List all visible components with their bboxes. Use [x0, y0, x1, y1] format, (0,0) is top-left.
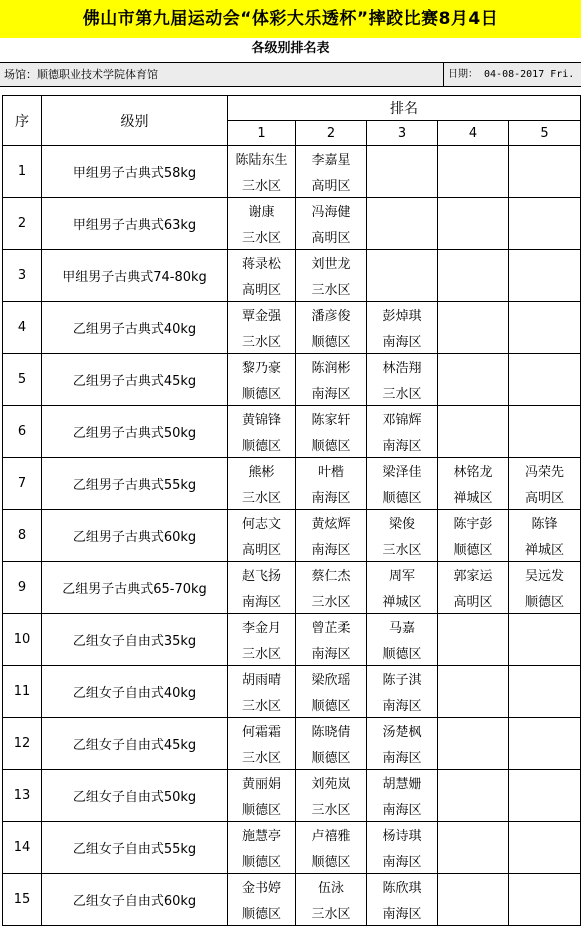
row-number: 7: [3, 458, 42, 510]
athlete-team-place-3: 顺德区: [367, 640, 438, 666]
athlete-name-place-2: 叶楷: [296, 458, 367, 484]
athlete-team-place-4: [438, 328, 509, 354]
athlete-name-place-3: 陈子淇: [367, 666, 438, 692]
athlete-team-place-4: [438, 744, 509, 770]
athlete-name-place-4: [438, 770, 509, 796]
athlete-name-place-1: 熊彬: [228, 458, 296, 484]
athlete-name-place-4: [438, 250, 509, 276]
table-row: [3, 718, 581, 744]
athlete-team-place-3: [367, 172, 438, 198]
event-category: 乙组女子自由式50kg: [42, 770, 228, 822]
event-category: 甲组男子古典式58kg: [42, 146, 228, 198]
row-number: 11: [3, 666, 42, 718]
page-title: 佛山市第九届运动会“体彩大乐透杯”摔跤比赛8月4日: [0, 0, 581, 38]
athlete-team-place-5: [509, 276, 581, 302]
athlete-team-place-1: 高明区: [228, 276, 296, 302]
athlete-team-place-3: 南海区: [367, 432, 438, 458]
athlete-name-place-3: 陈欣琪: [367, 874, 438, 900]
event-category: 乙组女子自由式45kg: [42, 718, 228, 770]
athlete-name-place-5: 吴远发: [509, 562, 581, 588]
athlete-team-place-2: 顺德区: [296, 744, 367, 770]
header-place-3: 3: [367, 121, 438, 146]
table-row: [3, 770, 581, 796]
table-row: [3, 198, 581, 224]
athlete-name-place-2: 黄炫辉: [296, 510, 367, 536]
athlete-name-place-2: 刘世龙: [296, 250, 367, 276]
athlete-team-place-4: [438, 640, 509, 666]
page-subtitle: 各级别排名表: [251, 41, 330, 56]
athlete-name-place-4: 郭家运: [438, 562, 509, 588]
athlete-team-place-5: 高明区: [509, 484, 581, 510]
athlete-name-place-1: 黄丽娟: [228, 770, 296, 796]
athlete-name-place-3: 林浩翔: [367, 354, 438, 380]
athlete-name-place-5: [509, 406, 581, 432]
athlete-name-place-2: 蔡仁杰: [296, 562, 367, 588]
event-category: 乙组男子古典式55kg: [42, 458, 228, 510]
athlete-name-place-3: [367, 198, 438, 224]
athlete-name-place-5: [509, 666, 581, 692]
athlete-name-place-1: 何志文: [228, 510, 296, 536]
athlete-name-place-2: 刘苑岚: [296, 770, 367, 796]
event-category: 乙组女子自由式55kg: [42, 822, 228, 874]
athlete-name-place-1: 赵飞扬: [228, 562, 296, 588]
athlete-team-place-3: [367, 276, 438, 302]
row-number: 5: [3, 354, 42, 406]
athlete-team-place-1: 南海区: [228, 588, 296, 614]
athlete-name-place-3: 杨诗琪: [367, 822, 438, 848]
athlete-team-place-1: 高明区: [228, 536, 296, 562]
athlete-name-place-3: 邓锦辉: [367, 406, 438, 432]
athlete-team-place-5: [509, 744, 581, 770]
athlete-team-place-2: 南海区: [296, 640, 367, 666]
athlete-team-place-1: 顺德区: [228, 380, 296, 406]
athlete-team-place-3: 禅城区: [367, 588, 438, 614]
athlete-team-place-1: 顺德区: [228, 848, 296, 874]
athlete-team-place-4: [438, 848, 509, 874]
table-row: [3, 822, 581, 848]
athlete-name-place-1: 黄锦锋: [228, 406, 296, 432]
athlete-name-place-4: [438, 146, 509, 172]
athlete-name-place-2: 陈润彬: [296, 354, 367, 380]
athlete-team-place-4: [438, 692, 509, 718]
athlete-name-place-1: 谢康: [228, 198, 296, 224]
athlete-team-place-4: [438, 796, 509, 822]
athlete-team-place-4: [438, 172, 509, 198]
athlete-team-place-2: 三水区: [296, 588, 367, 614]
athlete-team-place-4: [438, 432, 509, 458]
athlete-team-place-5: 顺德区: [509, 588, 581, 614]
venue-label: 场馆：顺德职业技术学院体育馆: [4, 68, 158, 81]
athlete-name-place-4: [438, 822, 509, 848]
athlete-team-place-1: 顺德区: [228, 796, 296, 822]
athlete-name-place-2: 梁欣瑶: [296, 666, 367, 692]
athlete-name-place-5: [509, 874, 581, 900]
athlete-name-place-5: 陈锋: [509, 510, 581, 536]
event-category: 乙组女子自由式35kg: [42, 614, 228, 666]
athlete-team-place-4: 禅城区: [438, 484, 509, 510]
athlete-team-place-5: [509, 224, 581, 250]
row-number: 8: [3, 510, 42, 562]
athlete-team-place-2: 南海区: [296, 536, 367, 562]
event-category: 乙组男子古典式65-70kg: [42, 562, 228, 614]
athlete-team-place-3: 南海区: [367, 328, 438, 354]
row-number: 1: [3, 146, 42, 198]
athlete-name-place-2: 卢禧雅: [296, 822, 367, 848]
athlete-team-place-1: 三水区: [228, 692, 296, 718]
event-category: 乙组男子古典式60kg: [42, 510, 228, 562]
athlete-team-place-4: [438, 900, 509, 926]
table-row: [3, 874, 581, 900]
athlete-name-place-1: 施慧亭: [228, 822, 296, 848]
athlete-team-place-2: 顺德区: [296, 692, 367, 718]
row-number: 10: [3, 614, 42, 666]
athlete-name-place-3: 胡慧姗: [367, 770, 438, 796]
athlete-name-place-5: [509, 302, 581, 328]
athlete-team-place-4: [438, 224, 509, 250]
info-bar: [0, 62, 581, 87]
athlete-team-place-5: [509, 328, 581, 354]
athlete-team-place-5: [509, 640, 581, 666]
athlete-name-place-2: 李嘉星: [296, 146, 367, 172]
athlete-team-place-1: 三水区: [228, 484, 296, 510]
athlete-team-place-2: 顺德区: [296, 328, 367, 354]
event-category: 乙组男子古典式45kg: [42, 354, 228, 406]
athlete-name-place-1: 胡雨晴: [228, 666, 296, 692]
table-row: [3, 250, 581, 276]
athlete-team-place-5: [509, 432, 581, 458]
athlete-team-place-3: 南海区: [367, 796, 438, 822]
table-row: [3, 302, 581, 328]
athlete-name-place-4: 林铭龙: [438, 458, 509, 484]
athlete-name-place-1: 蒋录松: [228, 250, 296, 276]
athlete-name-place-4: [438, 302, 509, 328]
table-row: [3, 614, 581, 640]
athlete-name-place-3: [367, 250, 438, 276]
athlete-name-place-4: [438, 614, 509, 640]
row-number: 2: [3, 198, 42, 250]
athlete-team-place-2: 三水区: [296, 276, 367, 302]
table-row: [3, 354, 581, 380]
athlete-team-place-2: 三水区: [296, 796, 367, 822]
athlete-team-place-1: 三水区: [228, 328, 296, 354]
athlete-team-place-4: [438, 380, 509, 406]
athlete-name-place-3: 梁俊: [367, 510, 438, 536]
athlete-team-place-1: 顺德区: [228, 900, 296, 926]
table-row: [3, 406, 581, 432]
athlete-team-place-2: 顺德区: [296, 432, 367, 458]
athlete-name-place-2: 伍泳: [296, 874, 367, 900]
event-category: 乙组男子古典式40kg: [42, 302, 228, 354]
athlete-team-place-3: [367, 224, 438, 250]
athlete-team-place-1: 三水区: [228, 744, 296, 770]
row-number: 4: [3, 302, 42, 354]
athlete-team-place-1: 三水区: [228, 640, 296, 666]
athlete-name-place-5: [509, 718, 581, 744]
athlete-name-place-3: 汤楚枫: [367, 718, 438, 744]
row-number: 14: [3, 822, 42, 874]
event-category: 乙组男子古典式50kg: [42, 406, 228, 458]
row-number: 15: [3, 874, 42, 926]
ranking-body: [3, 146, 581, 926]
athlete-name-place-4: 陈宇彭: [438, 510, 509, 536]
athlete-name-place-5: [509, 822, 581, 848]
athlete-team-place-5: 禅城区: [509, 536, 581, 562]
athlete-name-place-1: 陈陆东生: [228, 146, 296, 172]
athlete-name-place-5: [509, 198, 581, 224]
athlete-name-place-4: [438, 198, 509, 224]
athlete-team-place-5: [509, 380, 581, 406]
athlete-name-place-4: [438, 666, 509, 692]
athlete-name-place-2: 冯海健: [296, 198, 367, 224]
row-number: 13: [3, 770, 42, 822]
date-label: 日期： 04-08-2017 Fri.: [443, 63, 581, 86]
event-category: 甲组男子古典式74-80kg: [42, 250, 228, 302]
athlete-team-place-3: 顺德区: [367, 484, 438, 510]
athlete-name-place-2: 潘彦俊: [296, 302, 367, 328]
athlete-team-place-5: [509, 796, 581, 822]
header-place-1: 1: [228, 121, 296, 146]
athlete-name-place-4: [438, 406, 509, 432]
athlete-team-place-3: 三水区: [367, 380, 438, 406]
athlete-team-place-2: 高明区: [296, 172, 367, 198]
athlete-team-place-4: 高明区: [438, 588, 509, 614]
athlete-team-place-2: 三水区: [296, 900, 367, 926]
athlete-name-place-1: 何霜霜: [228, 718, 296, 744]
athlete-team-place-5: [509, 692, 581, 718]
header-place-2: 2: [296, 121, 367, 146]
row-number: 12: [3, 718, 42, 770]
athlete-team-place-2: 南海区: [296, 380, 367, 406]
athlete-name-place-1: 覃金强: [228, 302, 296, 328]
athlete-name-place-4: [438, 874, 509, 900]
athlete-team-place-2: 高明区: [296, 224, 367, 250]
athlete-name-place-1: 黎乃豪: [228, 354, 296, 380]
athlete-team-place-3: 南海区: [367, 744, 438, 770]
athlete-name-place-5: [509, 250, 581, 276]
athlete-team-place-4: [438, 276, 509, 302]
header-place-5: 5: [509, 121, 581, 146]
athlete-name-place-3: 周军: [367, 562, 438, 588]
athlete-team-place-3: 南海区: [367, 848, 438, 874]
athlete-name-place-5: [509, 146, 581, 172]
athlete-name-place-2: 陈家轩: [296, 406, 367, 432]
row-number: 6: [3, 406, 42, 458]
athlete-team-place-5: [509, 848, 581, 874]
athlete-team-place-3: 南海区: [367, 692, 438, 718]
table-row: [3, 562, 581, 588]
athlete-name-place-2: 曾芷柔: [296, 614, 367, 640]
event-category: 乙组女子自由式60kg: [42, 874, 228, 926]
athlete-name-place-5: [509, 614, 581, 640]
table-row: [3, 458, 581, 484]
table-row: [3, 666, 581, 692]
athlete-team-place-1: 顺德区: [228, 432, 296, 458]
table-row: [3, 146, 581, 172]
ranking-table: [2, 95, 581, 926]
athlete-team-place-2: 顺德区: [296, 848, 367, 874]
athlete-name-place-3: 彭焯琪: [367, 302, 438, 328]
athlete-name-place-4: [438, 354, 509, 380]
header-ranking: 排名: [228, 96, 581, 121]
header-category: 级别: [42, 96, 228, 146]
table-row: [3, 510, 581, 536]
athlete-name-place-3: 马嘉: [367, 614, 438, 640]
athlete-name-place-1: 李金月: [228, 614, 296, 640]
athlete-name-place-2: 陈晓倩: [296, 718, 367, 744]
athlete-name-place-5: 冯荣先: [509, 458, 581, 484]
row-number: 9: [3, 562, 42, 614]
athlete-team-place-2: 南海区: [296, 484, 367, 510]
event-category: 乙组女子自由式40kg: [42, 666, 228, 718]
athlete-name-place-5: [509, 770, 581, 796]
row-number: 3: [3, 250, 42, 302]
athlete-name-place-3: [367, 146, 438, 172]
header-place-4: 4: [438, 121, 509, 146]
athlete-team-place-1: 三水区: [228, 224, 296, 250]
athlete-team-place-1: 三水区: [228, 172, 296, 198]
athlete-team-place-4: 顺德区: [438, 536, 509, 562]
event-category: 甲组男子古典式63kg: [42, 198, 228, 250]
athlete-team-place-3: 三水区: [367, 536, 438, 562]
athlete-name-place-4: [438, 718, 509, 744]
header-seq: 序: [3, 96, 42, 146]
athlete-name-place-3: 梁泽佳: [367, 458, 438, 484]
athlete-name-place-1: 金书婷: [228, 874, 296, 900]
athlete-team-place-5: [509, 900, 581, 926]
athlete-team-place-3: 南海区: [367, 900, 438, 926]
athlete-team-place-5: [509, 172, 581, 198]
athlete-name-place-5: [509, 354, 581, 380]
